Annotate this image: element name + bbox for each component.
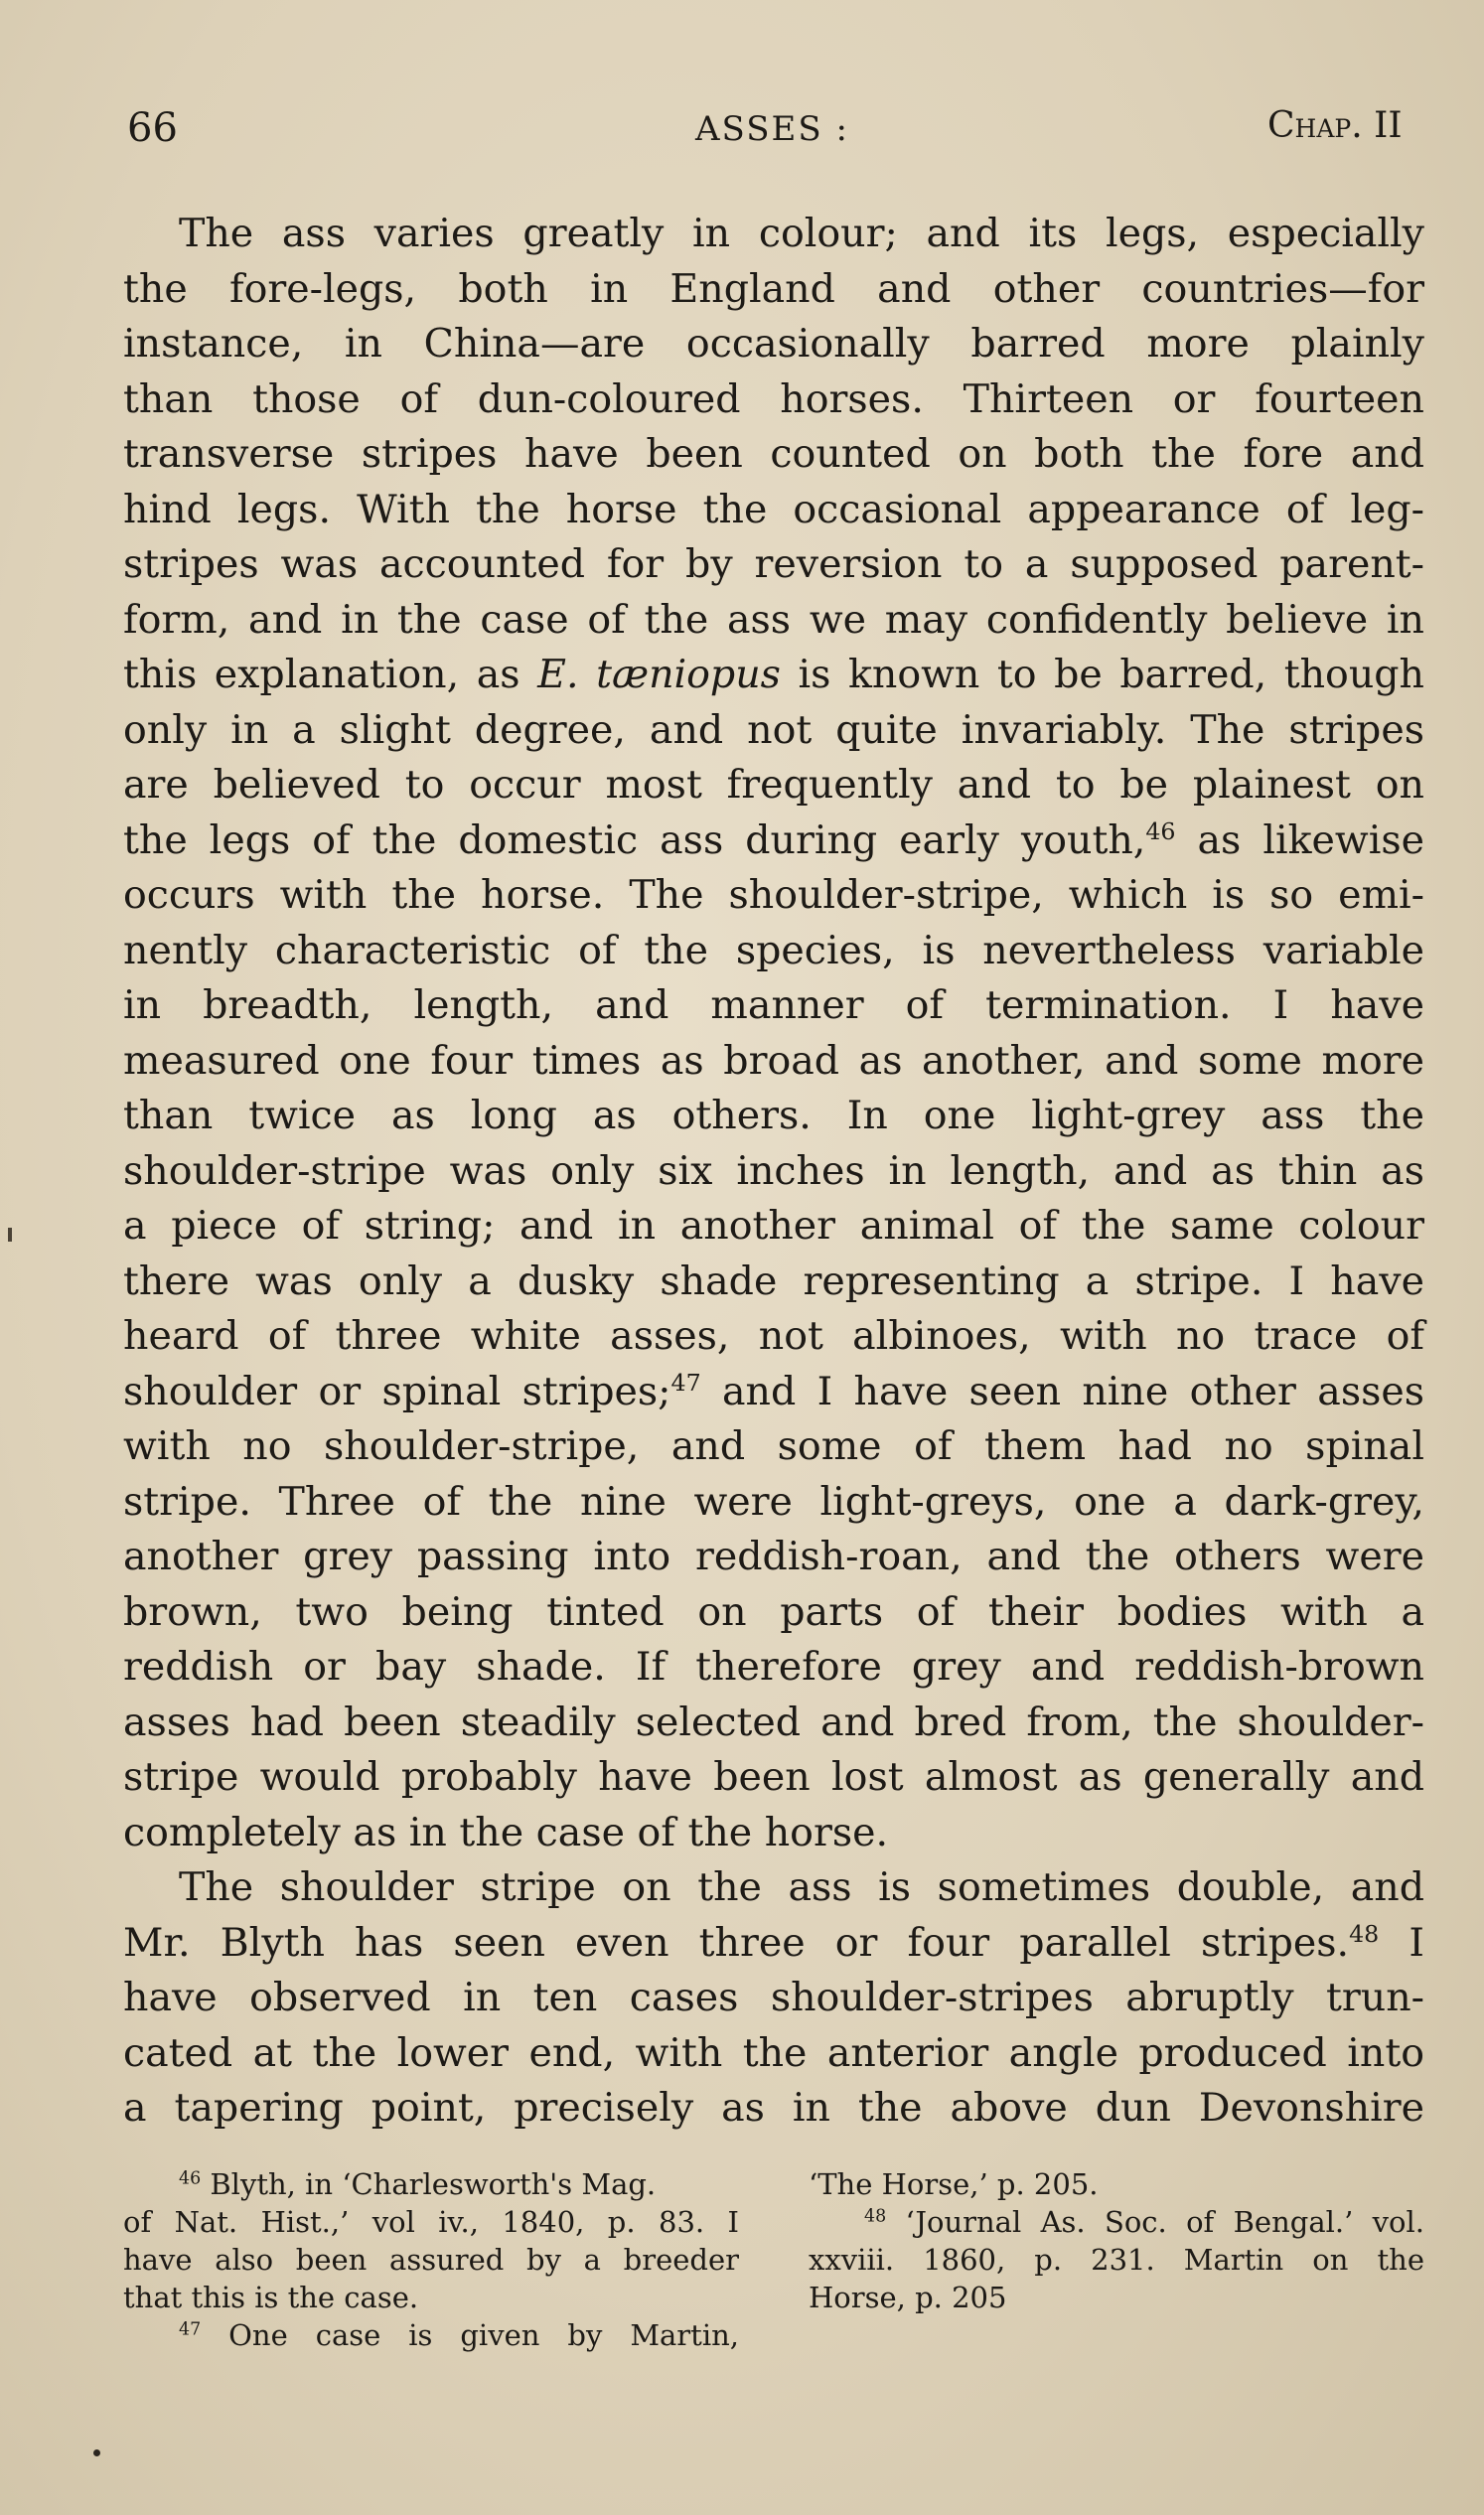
footnotes	[123, 2165, 1424, 2354]
footnote-line: have also been assured by a breeder	[123, 2243, 739, 2277]
chapter-label: Chap. II	[1267, 105, 1403, 146]
text-line	[123, 648, 1424, 703]
text-span: I	[1379, 1919, 1424, 1966]
text-line: The shoulder stripe on the ass is sometimes double, and	[179, 1864, 1424, 1910]
text-span: and I have seen nine other asses	[700, 1368, 1425, 1414]
text-line: form, and in the case of the ass we may confidently believe in	[123, 596, 1424, 643]
text-line: than twice as long as others. In one light-grey ass the	[123, 1093, 1424, 1138]
text-line: measured one four times as broad as another, and some more	[123, 1037, 1424, 1084]
text-line	[123, 1365, 1424, 1420]
text-span: as likewise	[1175, 816, 1424, 863]
text-line: the fore-legs, both in England and other countries—for	[123, 265, 1424, 312]
footnote-line: ‘The Horse,’ p. 205.	[809, 2167, 1099, 2201]
text-line: stripe. Three of the nine were light-greys, one a dark-grey,	[123, 1478, 1424, 1525]
text-line: there was only a dusky shade representing a stripe. I have	[123, 1258, 1424, 1304]
text-span: this explanation, as	[123, 652, 538, 697]
footnote-ref: 48	[1349, 1919, 1380, 1948]
text-line: reddish or bay shade. If therefore grey and reddish-brown	[123, 1644, 1424, 1690]
text-line: asses had been steadily selected and bred from, the shoulder-	[123, 1699, 1424, 1745]
text-line: than those of dun-coloured horses. Thirteen or fourteen	[123, 375, 1424, 422]
text-line: occurs with the horse. The shoulder-stripe, which is so emi-	[123, 872, 1424, 918]
text-line: stripe would probably have been lost almost as generally and	[123, 1754, 1424, 1800]
text-line: are believed to occur most frequently and to be plainest on	[123, 762, 1424, 808]
text-line: heard of three white asses, not albinoes, with no trace of	[123, 1313, 1424, 1359]
text-span: shoulder or spinal stripes;	[123, 1368, 671, 1414]
footnote-column-right	[809, 2165, 1424, 2354]
text-line: shoulder-stripe was only six inches in length, and as thin as	[123, 1147, 1424, 1194]
ink-speck	[93, 2449, 100, 2456]
footnote-ref: 47	[670, 1368, 701, 1397]
text-line: brown, two being tinted on parts of their bodies with a	[123, 1588, 1424, 1635]
footnote-text: ‘Journal As. Soc. of Bengal.’ vol.	[886, 2205, 1424, 2239]
text-line: instance, in China—are occasionally barred more plainly	[123, 321, 1424, 367]
footnote-marker: 46	[179, 2168, 202, 2189]
text-line: with no shoulder-stripe, and some of them had no spinal	[123, 1423, 1424, 1469]
footnote-text: Blyth, in ‘Charlesworth's Mag.	[201, 2167, 657, 2201]
text-span: is known to be barred, though	[780, 652, 1425, 697]
text-line: only in a slight degree, and not quite invariably. The stripes	[123, 706, 1424, 753]
footnote-line	[123, 2165, 739, 2203]
text-line: transverse stripes have been counted on both the fore and	[123, 431, 1424, 477]
text-line	[123, 1916, 1424, 1972]
text-line: completely as in the case of the horse.	[123, 1809, 889, 1855]
footnote-line: Horse, p. 205	[809, 2281, 1007, 2314]
text-line: a piece of string; and in another animal of the same colour	[123, 1203, 1424, 1249]
text-line: cated at the lower end, with the anterior angle produced into	[123, 2029, 1424, 2076]
page-header	[0, 99, 1484, 159]
text-line: nently characteristic of the species, is nevertheless variable	[123, 927, 1424, 973]
text-line: stripes was accounted for by reversion to a supposed parent-	[123, 541, 1424, 587]
running-title: ASSES :	[695, 109, 849, 149]
footnote-text: One case is given by Martin,	[201, 2318, 739, 2352]
footnote-line: xxviii. 1860, p. 231. Martin on the	[809, 2243, 1424, 2277]
footnote-line: that this is the case.	[123, 2281, 419, 2314]
text-span: the legs of the domestic ass during early youth,	[123, 816, 1146, 863]
text-line: hind legs. With the horse the occasional appearance of leg-	[123, 486, 1424, 532]
footnote-line	[123, 2316, 739, 2354]
footnote-ref: 46	[1145, 816, 1176, 845]
text-line: The ass varies greatly in colour; and its legs, especially	[179, 211, 1424, 256]
edge-mark	[8, 1228, 12, 1242]
text-line: have observed in ten cases shoulder-stripes abruptly trun-	[123, 1975, 1424, 2020]
text-line	[123, 814, 1424, 869]
species-name: E. tæniopus	[537, 652, 781, 697]
page-number: 66	[127, 105, 178, 151]
footnote-marker: 47	[179, 2319, 202, 2340]
text-line: another grey passing into reddish-roan, and the others were	[123, 1534, 1424, 1579]
text-line: in breadth, length, and manner of termination. I have	[123, 982, 1424, 1028]
text-span: Mr. Blyth has seen even three or four parallel stripes.	[123, 1919, 1350, 1966]
text-line: a tapering point, precisely as in the above dun Devonshire	[123, 2085, 1424, 2131]
footnote-marker: 48	[864, 2206, 887, 2227]
body-text	[123, 207, 1424, 2137]
footnote-column-left	[123, 2165, 739, 2354]
footnote-line: of Nat. Hist.,’ vol iv., 1840, p. 83. I	[123, 2205, 739, 2239]
footnote-line	[809, 2203, 1424, 2241]
